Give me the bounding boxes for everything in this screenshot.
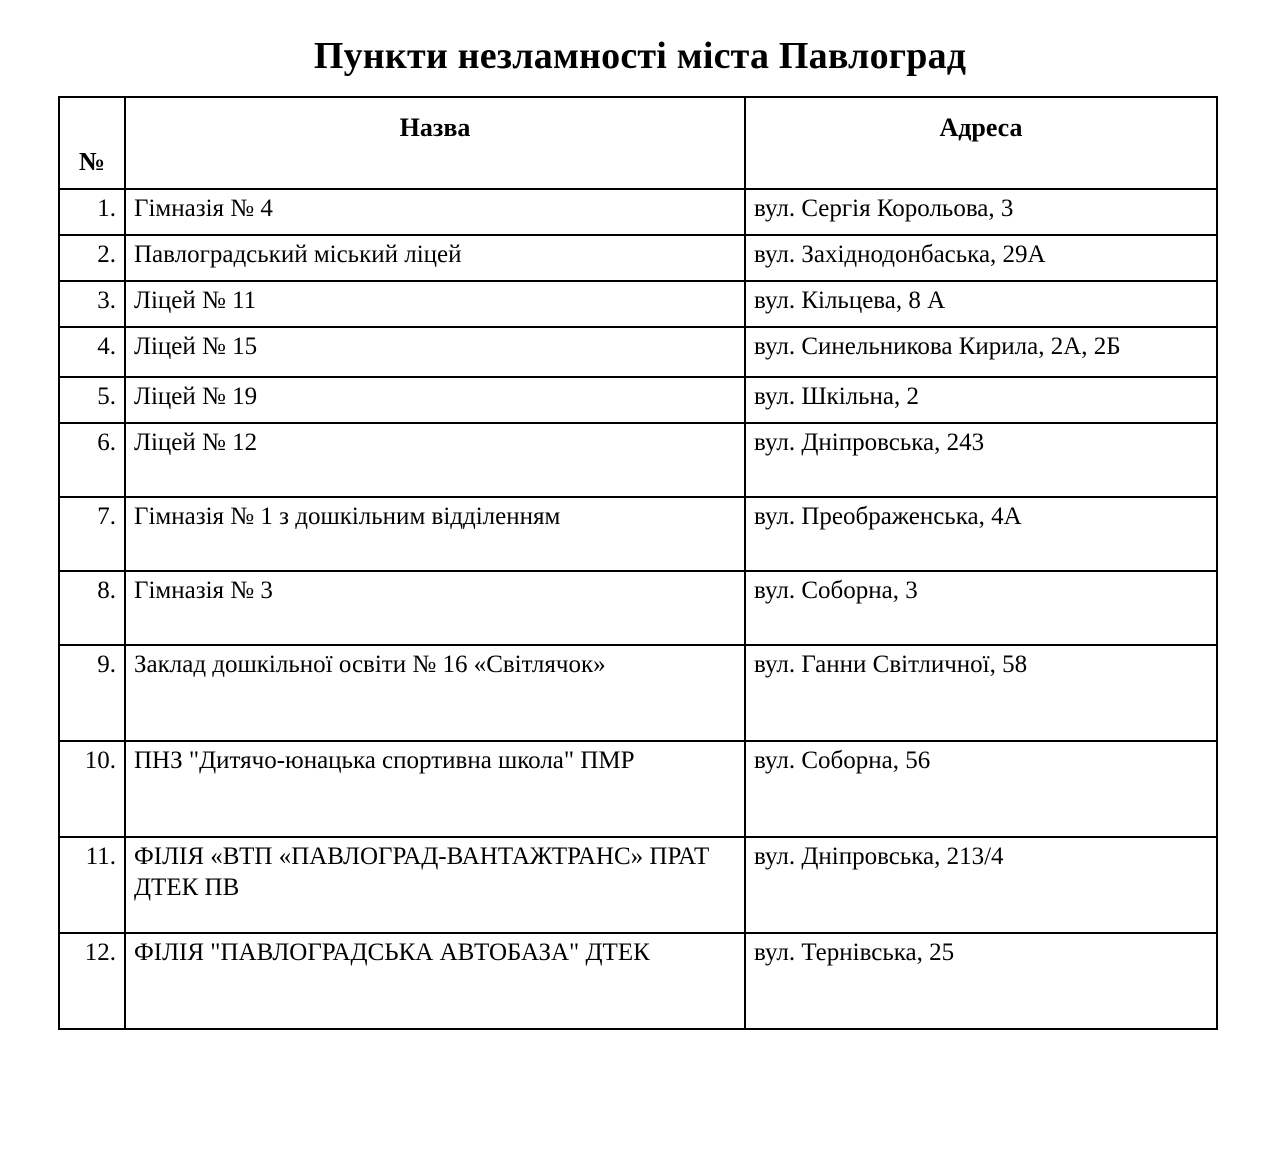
row-name: Заклад дошкільної освіти № 16 «Світлячок» — [125, 645, 745, 741]
row-number: 10. — [59, 741, 125, 837]
row-name: ФІЛІЯ «ВТП «ПАВЛОГРАД-ВАНТАЖТРАНС» ПРАТ ДТЕК ПВ — [125, 837, 745, 933]
row-address: вул. Шкільна, 2 — [745, 377, 1217, 423]
table-row — [59, 377, 1217, 423]
table-row — [59, 497, 1217, 571]
row-number: 12. — [59, 933, 125, 1029]
row-number: 1. — [59, 189, 125, 235]
row-number: 5. — [59, 377, 125, 423]
row-name: Ліцей № 11 — [125, 281, 745, 327]
page-title: Пункти незламності міста Павлоград — [313, 35, 967, 77]
table-row — [59, 837, 1217, 933]
table-header — [59, 97, 1217, 189]
row-name: Гімназія № 3 — [125, 571, 745, 645]
row-name: ФІЛІЯ "ПАВЛОГРАДСЬКА АВТОБАЗА" ДТЕК — [125, 933, 745, 1029]
row-address: вул. Кільцева, 8 А — [745, 281, 1217, 327]
resilience-points-table — [58, 96, 1218, 1030]
row-address: вул. Дніпровська, 213/4 — [745, 837, 1217, 933]
table-container — [0, 96, 1280, 1030]
row-address: вул. Соборна, 3 — [745, 571, 1217, 645]
row-name: Гімназія № 4 — [125, 189, 745, 235]
row-name: Гімназія № 1 з дошкільним відділенням — [125, 497, 745, 571]
table-row — [59, 327, 1217, 377]
table-row — [59, 741, 1217, 837]
column-header-name: Назва — [125, 97, 745, 189]
row-address: вул. Ганни Світличної, 58 — [745, 645, 1217, 741]
table-row — [59, 423, 1217, 497]
row-address: вул. Дніпровська, 243 — [745, 423, 1217, 497]
table-body — [59, 189, 1217, 1029]
row-address: вул. Тернівська, 25 — [745, 933, 1217, 1029]
row-number: 4. — [59, 327, 125, 377]
table-row — [59, 189, 1217, 235]
row-name: Ліцей № 12 — [125, 423, 745, 497]
row-address: вул. Західнодонбаська, 29А — [745, 235, 1217, 281]
table-row — [59, 933, 1217, 1029]
row-name: Павлоградський міський ліцей — [125, 235, 745, 281]
row-number: 8. — [59, 571, 125, 645]
table-row — [59, 281, 1217, 327]
row-number: 7. — [59, 497, 125, 571]
row-number: 9. — [59, 645, 125, 741]
row-address: вул. Преображенська, 4А — [745, 497, 1217, 571]
row-number: 11. — [59, 837, 125, 933]
row-name: ПНЗ "Дитячо-юнацька спортивна школа" ПМР — [125, 741, 745, 837]
row-address: вул. Соборна, 56 — [745, 741, 1217, 837]
row-name: Ліцей № 15 — [125, 327, 745, 377]
table-row — [59, 571, 1217, 645]
row-name: Ліцей № 19 — [125, 377, 745, 423]
row-address: вул. Сергія Корольова, 3 — [745, 189, 1217, 235]
table-row — [59, 645, 1217, 741]
row-number: 6. — [59, 423, 125, 497]
table-row — [59, 235, 1217, 281]
row-address: вул. Синельникова Кирила, 2А, 2Б — [745, 327, 1217, 377]
column-header-number: № — [59, 97, 125, 189]
column-header-address: Адреса — [745, 97, 1217, 189]
table-header-row — [59, 97, 1217, 189]
row-number: 3. — [59, 281, 125, 327]
row-number: 2. — [59, 235, 125, 281]
